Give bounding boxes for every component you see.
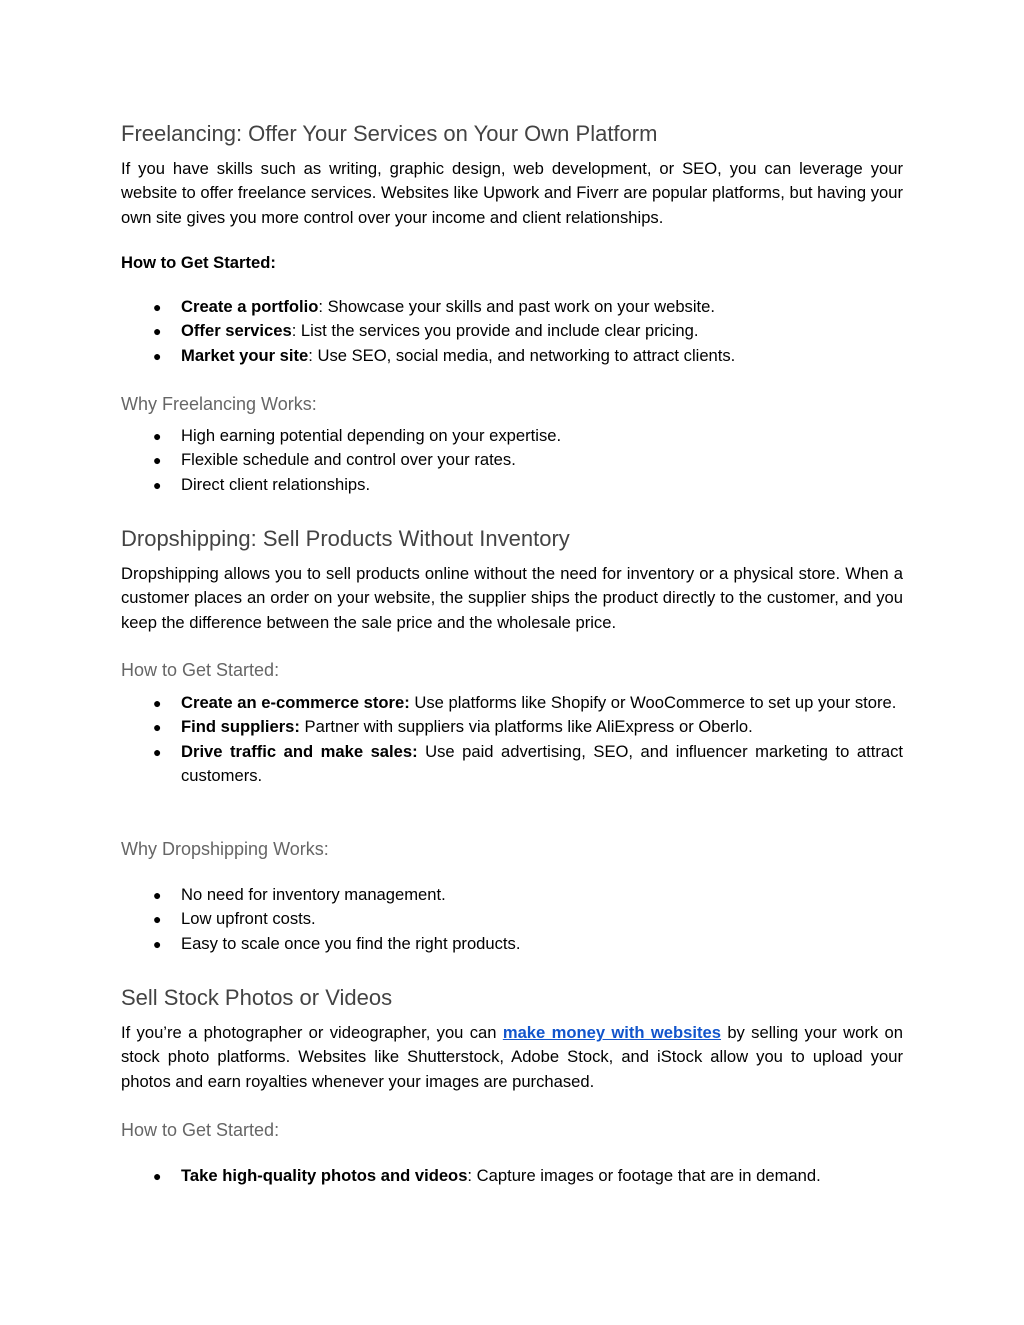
- list-item: [121, 344, 903, 368]
- step-text: : List the services you provide and include clear pricing.: [291, 321, 699, 341]
- step-text: : Showcase your skills and past work on your website.: [318, 297, 715, 316]
- list-item: [121, 740, 903, 789]
- bullet-icon: ●: [153, 428, 162, 444]
- stock-get-started-heading: How to Get Started:: [121, 1120, 280, 1140]
- stock-intro-before: If you’re a photographer or videographer, you can: [121, 1023, 503, 1042]
- bullet-icon: ●: [153, 452, 162, 469]
- list-item: [121, 319, 903, 343]
- step-text: : Use SEO, social media, and networking to attract clients.: [308, 345, 736, 365]
- freelancing-get-started-label: How to Get Started:: [121, 253, 276, 272]
- dropshipping-heading: Dropshipping: Sell Products Without Inventory: [121, 526, 570, 551]
- stock-heading: Sell Stock Photos or Videos: [121, 985, 393, 1010]
- dropshipping-intro: Dropshipping allows you to sell products online without the need for inventory or a physical store. When a customer places an order on your website, the supplier ships the product directly to the customer, and you keep the difference between the sale price and the wholesale price.: [121, 564, 903, 632]
- list-item: [121, 448, 903, 472]
- list-item: [121, 691, 903, 715]
- bullet-icon: ●: [153, 911, 162, 928]
- why-item-text: Flexible schedule and control over your rates.: [181, 450, 516, 470]
- freelancing-intro: If you have skills such as writing, graphic design, web development, or SEO, you can leverage your website to offer freelance services. Websites like Upwork and Fiverr are popular platforms, but having your own site gives you more control over your income and client relationships.: [121, 159, 903, 227]
- freelancing-steps-list: [121, 295, 903, 368]
- why-item-text: Easy to scale once you find the right products.: [181, 933, 521, 953]
- list-item: [121, 1164, 903, 1188]
- why-item-text: Direct client relationships.: [181, 474, 371, 494]
- bullet-icon: ●: [153, 1168, 162, 1184]
- bullet-icon: ●: [153, 695, 162, 711]
- make-money-link[interactable]: make money with websites: [502, 1023, 721, 1042]
- list-item: [121, 473, 903, 497]
- step-text: Use paid advertising, SEO, and influencer marketing to attract customers.: [181, 741, 903, 785]
- step-title: Drive traffic and make sales:: [181, 741, 418, 761]
- dropshipping-steps-list: [121, 691, 903, 788]
- why-item-text: No need for inventory management.: [181, 885, 446, 904]
- freelancing-why-heading: Why Freelancing Works:: [121, 394, 317, 414]
- bullet-icon: ●: [153, 935, 162, 952]
- stock-intro: [121, 1021, 903, 1094]
- list-item: [121, 295, 903, 319]
- why-item-text: Low upfront costs.: [181, 909, 316, 929]
- stock-steps-list: [121, 1164, 903, 1188]
- bullet-icon: ●: [153, 887, 162, 903]
- step-title: Offer services: [181, 321, 292, 341]
- list-item: [121, 424, 903, 448]
- dropshipping-get-started-heading: How to Get Started:: [121, 660, 280, 680]
- step-title: Take high-quality photos and videos: [181, 1166, 468, 1185]
- step-title: Find suppliers:: [181, 717, 300, 737]
- bullet-icon: ●: [153, 719, 162, 736]
- step-title: Create an e-commerce store:: [181, 693, 410, 712]
- list-item: [121, 883, 903, 907]
- why-item-text: High earning potential depending on your expertise.: [181, 426, 562, 445]
- bullet-icon: ●: [153, 347, 162, 364]
- freelancing-why-list: [121, 424, 903, 497]
- step-title: Market your site: [181, 345, 309, 365]
- step-text: Use platforms like Shopify or WooCommerce to set up your store.: [409, 693, 897, 712]
- list-item: [121, 907, 903, 931]
- step-text: Partner with suppliers via platforms like AliExpress or Oberlo.: [299, 717, 753, 737]
- bullet-icon: ●: [153, 323, 162, 340]
- list-item: [121, 932, 903, 956]
- step-title: Create a portfolio: [181, 297, 319, 316]
- list-item: [121, 715, 903, 739]
- step-text: : Capture images or footage that are in demand.: [467, 1166, 821, 1185]
- stock-intro-after: by selling your work on stock photo platforms. Websites like Shutterstock, Adobe Stock, and iStock allow you to upload your photos and earn royalties whenever your images are purchased.: [121, 1023, 903, 1091]
- bullet-icon: ●: [153, 299, 162, 315]
- dropshipping-why-list: [121, 883, 903, 956]
- dropshipping-why-heading: Why Dropshipping Works:: [121, 839, 329, 859]
- bullet-icon: ●: [153, 476, 162, 493]
- bullet-icon: ●: [153, 743, 162, 760]
- freelancing-heading: Freelancing: Offer Your Services on Your Own Platform: [121, 121, 658, 146]
